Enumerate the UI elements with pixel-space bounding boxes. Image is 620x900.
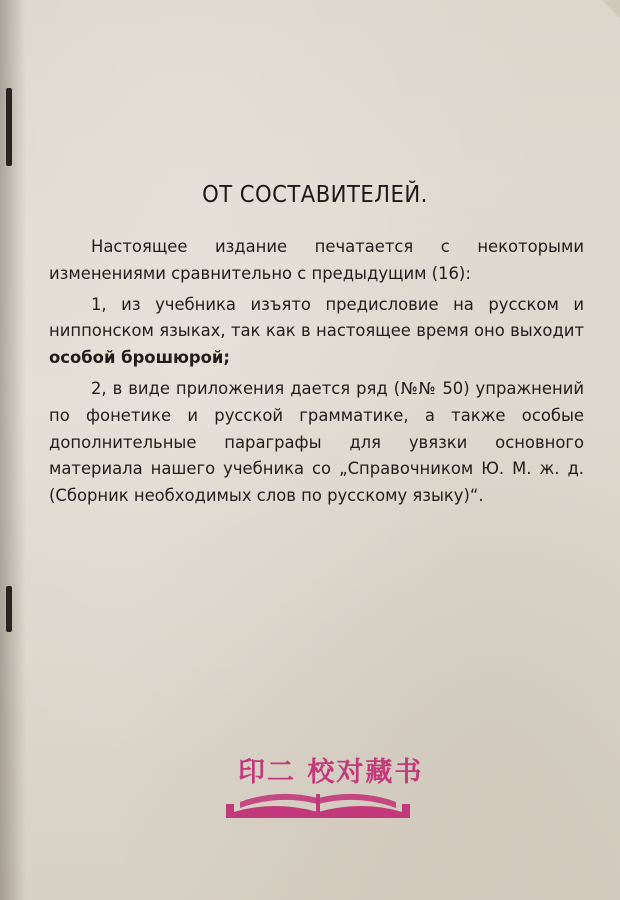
binding-shadow [0,0,26,900]
document-body [49,234,584,514]
item-1-paragraph [49,292,584,372]
item-2-paragraph: 2, в виде приложения дается ряд (№№ 50) упражнений по фонетике и русской грамматике, а также особые дополнительные параграфы для увязки основного материала нашего учебника со „Справочником Ю. М. ж. д. (Сборник необходимых слов по русскому языку)“. [49,378,584,506]
page-title: ОТ СОСТАВИТЕЛЕЙ. [202,182,428,208]
staple-top [6,88,12,166]
staple-bottom [6,586,12,632]
item-1-bold-text: особой брошюрой; [49,348,230,368]
intro-paragraph: Настоящее издание печатается с некоторыми изменениями сравнительно с предыдущим (16): [49,237,584,283]
corner-fold [602,0,620,18]
open-book-icon [222,742,412,824]
library-stamp [222,742,424,824]
stamp-text: 印二 校对藏书 [238,757,424,788]
item-1-text: 1, из учебника изъято предисловие на русском и ниппонском языках, так как в настоящее время оно выходит [49,294,584,341]
